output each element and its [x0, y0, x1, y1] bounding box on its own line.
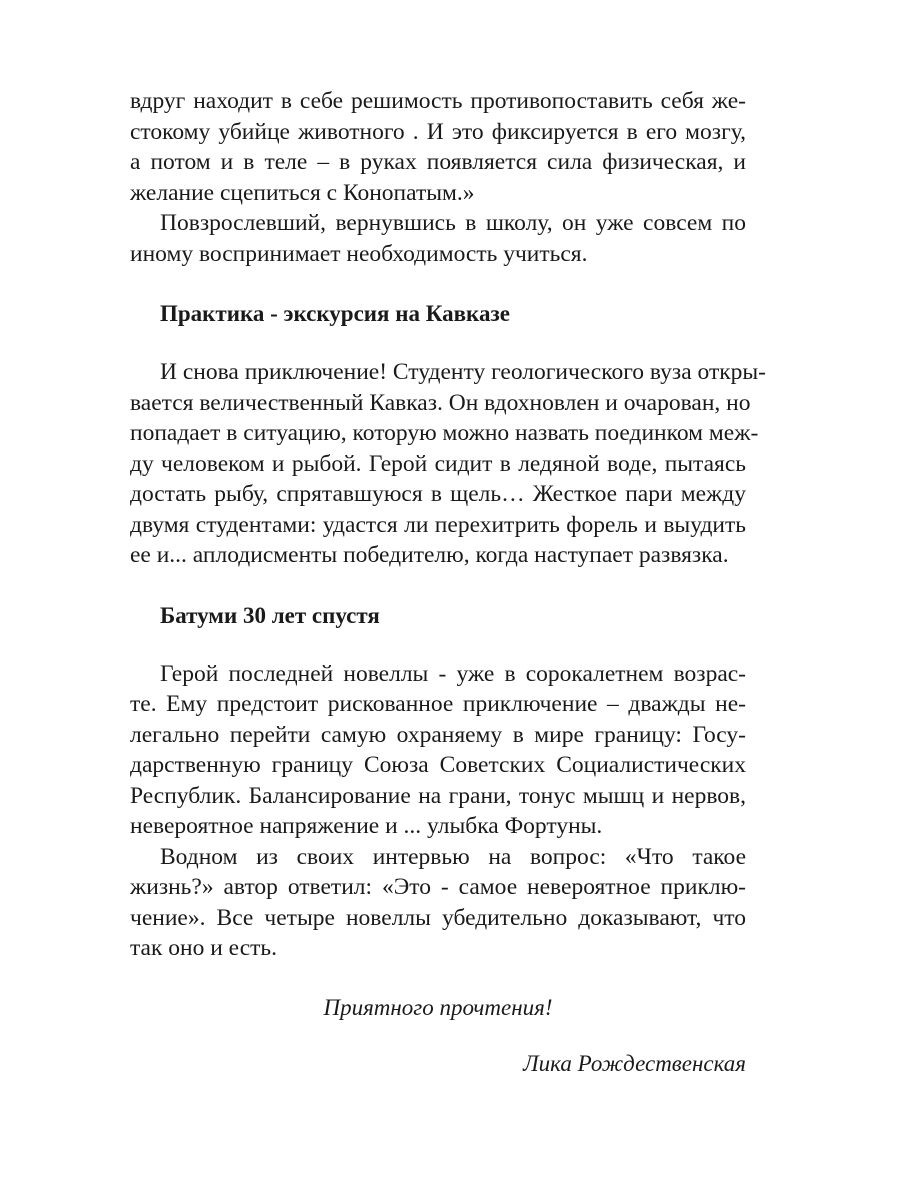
text-line: ду человеком и рыбой. Герой сидит в ледяной воде, пытаясь [130, 450, 746, 477]
text-line: так оно и есть. [130, 935, 277, 961]
text-line: ее и... аплодисменты победителю, когда наступает развязка. [130, 542, 729, 568]
text-line: легально перейти самую охраняему в мире границу: Госу- [130, 721, 746, 748]
text-line: желание сцепиться с Конопатым.» [130, 179, 475, 206]
paragraph-interview [130, 842, 746, 964]
section-heading-caucasus: Практика - экскурсия на Кавказе [160, 301, 510, 326]
text-line: а потом и в теле – в руках появляется сила физическая, и [130, 149, 746, 175]
text-line: Повзрослевший, вернувшись в школу, он уже совсем по [160, 210, 746, 236]
text-line: вдруг находит в себе решимость противопоставить себя же- [130, 88, 746, 114]
paragraph-caucasus [130, 357, 767, 571]
text-line: дарственную границу Союза Советских Социалистических [130, 752, 746, 778]
text-line: попадает в ситуацию, которую можно назвать поединком меж- [130, 420, 759, 446]
text-line: стокому убийце животного . И это фиксируется в его мозгу, [130, 118, 746, 145]
paragraph-school [130, 208, 746, 269]
book-page [130, 86, 767, 1079]
section-heading-batumi: Батуми 30 лет спустя [160, 602, 380, 628]
text-line: жизнь?» автор ответил: «Это - самое невероятное приклю- [130, 874, 746, 900]
text-line: И снова приключение! Студенту геологического вуза откры- [160, 359, 767, 385]
text-line: достать рыбу, спрятавшуюся в щель… Жесткое пари между [130, 481, 746, 507]
closing-wish: Приятного прочтения! [323, 994, 553, 1020]
text-line: двумя студентами: удастся ли перехитрить форель и выудить [130, 511, 746, 538]
author-signature: Лика Рождественская [523, 1050, 746, 1076]
text-line: те. Ему предстоит рискованное приключение – дважды не- [130, 691, 746, 717]
text-line: вается величественный Кавказ. Он вдохновлен и очарован, но [130, 389, 751, 416]
text-line: Республик. Балансирование на грани, тонус мышц и нервов, [130, 782, 746, 809]
text-line: иному воспринимает необходимость учиться. [130, 240, 588, 267]
paragraph-batumi [130, 659, 746, 842]
text-line: чение». Все четыре новеллы убедительно доказывают, что [130, 904, 746, 931]
text-line: Герой последней новеллы - уже в сорокалетнем возрас- [160, 660, 746, 687]
intro-paragraph [130, 86, 746, 208]
text-line: невероятное напряжение и ... улыбка Фортуны. [130, 813, 603, 839]
text-line: Водном из своих интервью на вопрос: «Что такое [160, 843, 746, 870]
